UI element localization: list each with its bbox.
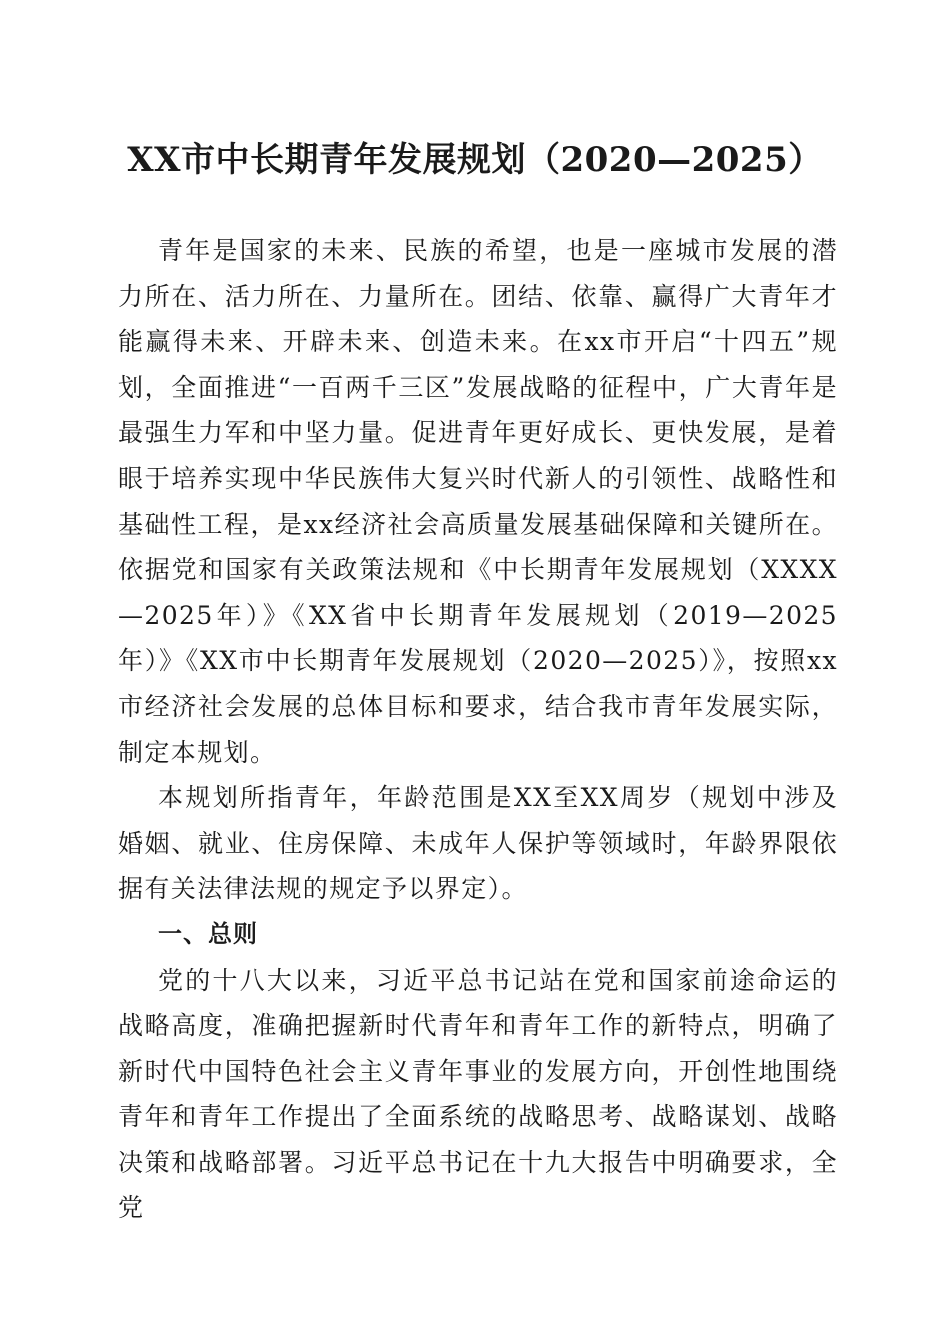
section-heading-general: 一、总则 bbox=[158, 919, 258, 948]
document-body bbox=[118, 228, 838, 1231]
intro-paragraph: 青年是国家的未来、民族的希望，也是一座城市发展的潜力所在、活力所在、力量所在。团结、依靠、赢得广大青年才能赢得未来、开辟未来、创造未来。在xx市开启“十四五”规划，全面推进“一百两千三区”发展战略的征程中，广大青年是最强生力军和中坚力量。促进青年更好成长、更快发展，是着眼于培养实现中华民族伟大复兴时代新人的引领性、战略性和基础性工程，是xx经济社会高质量发展基础保障和关键所在。依据党和国家有关政策法规和《中长期青年发展规划（XXXX—2025年）》《XX省中长期青年发展规划（2019—2025年）》《XX市中长期青年发展规划（2020—2025）》，按照xx市经济社会发展的总体目标和要求，结合我市青年发展实际，制定本规划。 bbox=[118, 236, 838, 767]
document-title: XX市中长期青年发展规划（2020—2025） bbox=[127, 140, 823, 180]
scope-paragraph: 本规划所指青年，年龄范围是XX至XX周岁（规划中涉及婚姻、就业、住房保障、未成年人保护等领域时，年龄界限依据有关法律法规的规定予以界定）。 bbox=[118, 783, 838, 904]
general-section-paragraph: 党的十八大以来，习近平总书记站在党和国家前途命运的战略高度，准确把握新时代青年和青年工作的新特点，明确了新时代中国特色社会主义青年事业的发展方向，开创性地围绕青年和青年工作提出了全面系统的战略思考、战略谋划、战略决策和战略部署。习近平总书记在十九大报告中明确要求，全党 bbox=[118, 965, 838, 1223]
